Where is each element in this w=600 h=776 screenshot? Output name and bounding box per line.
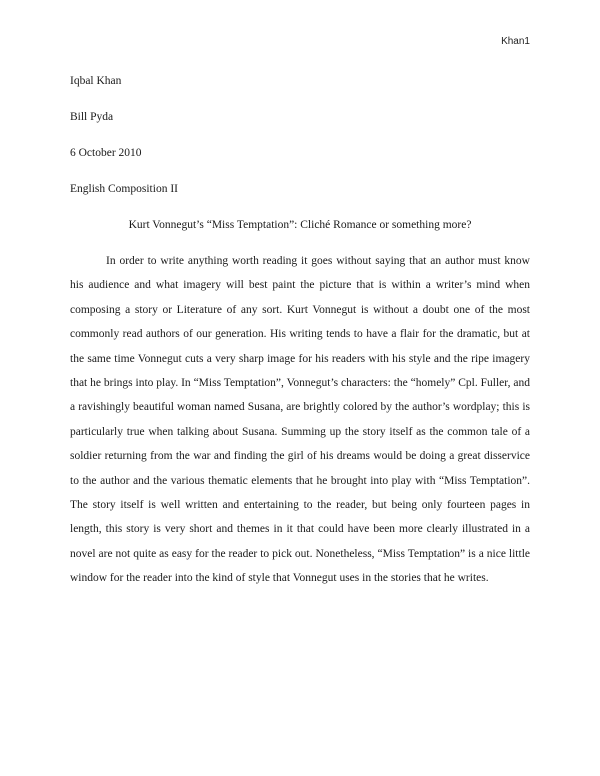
body-paragraph: In order to write anything worth reading it goes without saying that an author must know his audience and what imagery will best paint the picture that is within a writer’s mind when composing a story or Literature of any sort. Kurt Vonnegut is without a doubt one of the most commonly read authors of our generation. His writing tends to have a flair for the dramatic, but at the same time Vonnegut cuts a very sharp image for his readers with his style and the ripe imagery that he brings into play. In “Miss Temptation”, Vonnegut’s characters: the “homely” Cpl. Fuller, and a ravishingly beautiful woman named Susana, are brightly colored by the author’s wordplay; this is particularly true when talking about Susana. Summing up the story itself as the common tale of a soldier returning from the war and finding the girl of his dreams would be doing a great disservice to the author and the various thematic elements that he brought into play with “Miss Temptation”. The story itself is well written and entertaining to the reader, but being only fourteen pages in length, this story is very short and themes in it that could have been more clearly illustrated in a novel are not quite as easy for the reader to pick out. Nonetheless, “Miss Temptation” is a nice little window for the reader into the kind of style that Vonnegut uses in the stories that he writes. [70, 255, 530, 585]
student-name: Iqbal Khan [70, 75, 122, 87]
course-name: English Composition II [70, 183, 178, 195]
essay-title: Kurt Vonnegut’s “Miss Temptation”: Cliché Romance or something more? [128, 219, 472, 231]
essay-date: 6 October 2010 [70, 147, 142, 159]
instructor-name: Bill Pyda [70, 111, 114, 123]
page-header-number: Khan1 [501, 36, 530, 47]
